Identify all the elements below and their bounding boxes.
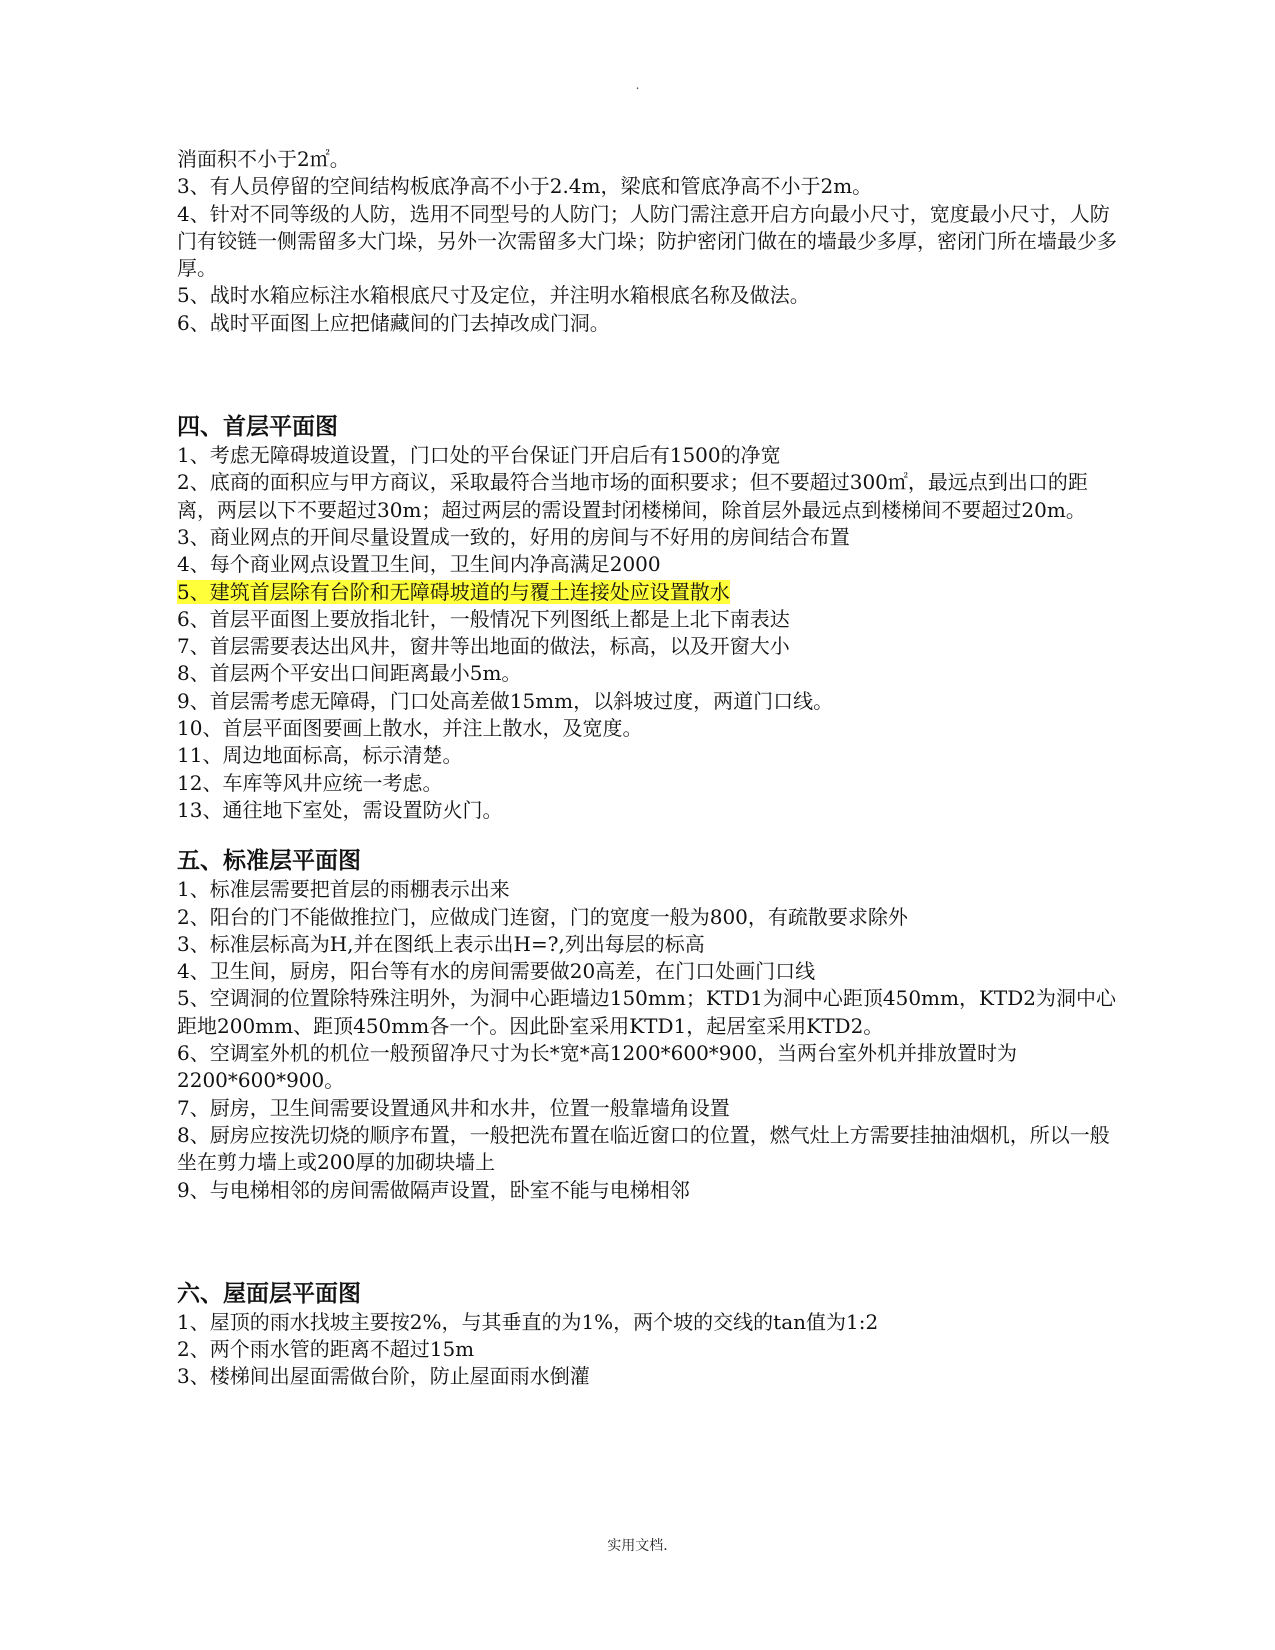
list-item: 1、屋顶的雨水找坡主要按2%，与其垂直的为1%，两个坡的交线的tan值为1:2: [177, 1309, 879, 1334]
prev-section-list: [177, 146, 1117, 337]
section-heading: 六、屋面层平面图: [177, 1279, 361, 1307]
list-item: 9、首层需考虑无障碍，门口处高差做15mm，以斜坡过度，两道门口线。: [177, 688, 834, 713]
list-item: 7、厨房，卫生间需要设置通风井和水井，位置一般靠墙角设置: [177, 1095, 730, 1120]
list-item: 9、与电梯相邻的房间需做隔声设置，卧室不能与电梯相邻: [177, 1177, 690, 1202]
list-item: 3、商业网点的开间尽量设置成一致的，好用的房间与不好用的房间结合布置: [177, 524, 850, 549]
list-item: 11、周边地面标高，标示清楚。: [177, 743, 463, 768]
list-item: 6、战时平面图上应把储藏间的门去掉改成门洞。: [177, 310, 610, 335]
list-item: 1、标准层需要把首层的雨棚表示出来: [177, 877, 510, 902]
list-item: 10、首层平面图要画上散水，并注上散水，及宽度。: [177, 716, 643, 741]
section-heading: 四、首层平面图: [177, 413, 338, 441]
list-item: 13、通往地下室处，需设置防火门。: [177, 797, 503, 822]
list-item: 6、空调室外机的机位一般预留净尺寸为长*宽*高1200*600*900，当两台室外机并排放置时为2200*600*900。: [177, 1041, 1017, 1093]
list-item: 5、空调洞的位置除特殊注明外，为洞中心距墙边150mm；KTD1为洞中心距顶450mm，KTD2为洞中心距地200mm、距顶450mm各一个。因此卧室采用KTD1，起居室采用KTD2。: [177, 986, 1117, 1038]
list-item: 消面积不小于2㎡。: [177, 147, 350, 171]
highlight-text: 5、建筑首层除有台阶和无障碍坡道的与覆土连接处应设置散水: [177, 579, 730, 604]
document-body: [177, 146, 1117, 1391]
list-item: 2、底商的面积应与甲方商议，采取最符合当地市场的面积要求；但不要超过300㎡，最远点到出口的距离，两层以下不要超过30m；超过两层的需设置封闭楼梯间，除首层外最远点到楼梯间不要超过20m。: [177, 470, 1088, 522]
list-item: 2、阳台的门不能做推拉门，应做成门连窗，门的宽度一般为800，有疏散要求除外: [177, 904, 908, 929]
list-item: 7、首层需要表达出风井，窗井等出地面的做法，标高，以及开窗大小: [177, 634, 790, 659]
list-item: 5、战时水箱应标注水箱根底尺寸及定位，并注明水箱根底名称及做法。: [177, 283, 810, 308]
list-item: 1、考虑无障碍坡道设置，门口处的平台保证门开启后有1500的净宽: [177, 443, 781, 468]
list-item: 3、标准层标高为H,并在图纸上表示出H=?,列出每层的标高: [177, 931, 705, 956]
list-item: 6、首层平面图上要放指北针，一般情况下列图纸上都是上北下南表达: [177, 606, 790, 631]
list-item: 4、针对不同等级的人防，选用不同型号的人防门；人防门需注意开启方向最小尺寸，宽度最小尺寸，人防门有铰链一侧需留多大门垛，另外一次需留多大门垛；防护密闭门做在的墙最少多厚，密闭门所在墙最少多厚。: [177, 201, 1117, 281]
section4-list: [177, 442, 1117, 824]
header-mark: .: [635, 78, 640, 92]
list-item: 4、卫生间，厨房，阳台等有水的房间需要做20高差，在门口处画门口线: [177, 959, 816, 984]
page-footer: 实用文档.: [607, 1538, 668, 1554]
section6-list: [177, 1309, 1117, 1391]
list-item: 8、厨房应按洗切烧的顺序布置，一般把洗布置在临近窗口的位置，燃气灶上方需要挂抽油烟机，所以一般坐在剪力墙上或200厚的加砌块墙上: [177, 1122, 1110, 1175]
list-item: 2、两个雨水管的距离不超过15m: [177, 1337, 475, 1362]
list-item: 4、每个商业网点设置卫生间，卫生间内净高满足2000: [177, 552, 661, 577]
highlighted-list-item: [177, 579, 1117, 606]
list-item: 12、车库等风井应统一考虑。: [177, 770, 443, 795]
list-item: 3、有人员停留的空间结构板底净高不小于2.4m，梁底和管底净高不小于2m。: [177, 174, 873, 199]
section-heading: 五、标准层平面图: [177, 847, 361, 875]
section5-list: [177, 876, 1117, 1204]
list-item: 8、首层两个平安出口间距离最小5m。: [177, 661, 522, 686]
list-item: 3、楼梯间出屋面需做台阶，防止屋面雨水倒灌: [177, 1364, 590, 1389]
